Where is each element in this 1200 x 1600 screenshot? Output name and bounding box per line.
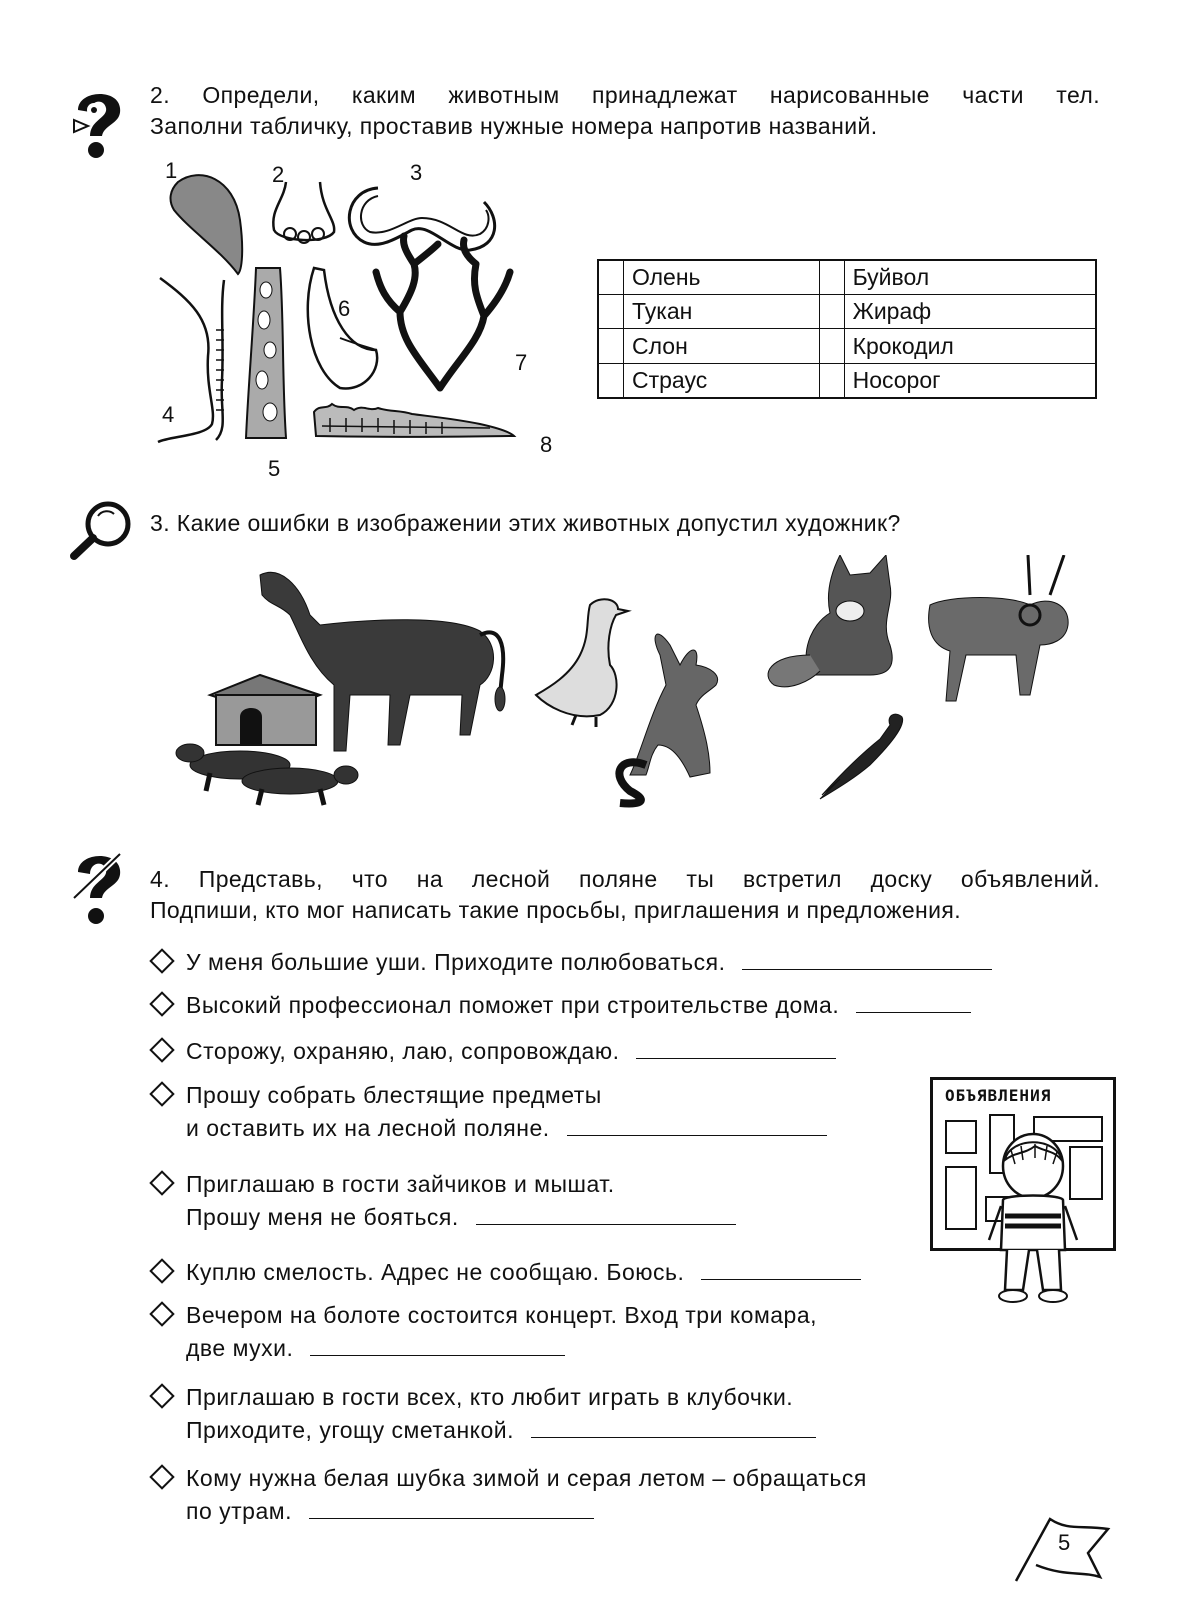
board-title: ОБЪЯВЛЕНИЯ [945,1086,1052,1105]
answer-table [597,259,1097,399]
table-row [598,295,1096,329]
list-item: Приглашаю в гости зайчиков и мышат. Прошу меня не бояться. [186,1168,906,1234]
boy-drawing [985,1130,1080,1305]
answer-line[interactable] [856,990,971,1013]
answer-line[interactable] [567,1113,827,1136]
animal-name: Страус [624,363,820,398]
diamond-bullet-icon [149,1258,174,1283]
figure-number-4: 4 [162,402,175,427]
animal-name: Тукан [624,295,820,329]
animal-name: Носорог [844,363,1096,398]
swallow-drawing [820,714,903,799]
hare-drawing [619,634,717,803]
answer-line[interactable] [309,1496,594,1519]
list-item: Прошу собрать блестящие предметы и оставить их на лесной поляне. [186,1079,906,1145]
animal-name: Слон [624,329,820,363]
cat-drawing [768,555,892,687]
list-item: Кому нужна белая шубка зимой и серая летом – обращаться по утрам. [186,1462,1046,1528]
list-item: Высокий профессионал поможет при строительстве дома. [186,989,1106,1022]
page-number: 5 [1058,1530,1071,1555]
answer-line[interactable] [701,1257,861,1280]
task4-line2: Подпиши, кто мог написать такие просьбы, приглашения и предложения. [150,897,962,923]
task3-text: 3. Какие ошибки в изображении этих животных допустил художник? [150,510,901,536]
list-item: Сторожу, охраняю, лаю, сопровождаю. [186,1035,886,1068]
figure-number-1: 1 [165,158,178,183]
body-parts-illustration [150,160,560,480]
task2-text [150,80,1100,142]
crocodile-tail-drawing [314,404,514,437]
figure-number-8: 8 [540,432,553,457]
animal-name: Жираф [844,295,1096,329]
animals-illustration [150,555,1100,835]
task2-line2: Заполни табличку, проставив нужные номера напротив названий. [150,113,878,139]
question-pen-icon [68,846,132,926]
figure-number-3: 3 [410,160,423,185]
task4-text [150,864,1100,926]
animal-name: Буйвол [844,260,1096,295]
magnifier-icon [68,500,134,562]
answer-line[interactable] [742,947,992,970]
board-notice [945,1120,977,1154]
diamond-bullet-icon [149,1170,174,1195]
diamond-bullet-icon [149,991,174,1016]
answer-cell[interactable] [598,295,624,329]
diamond-bullet-icon [149,1383,174,1408]
animal-name: Крокодил [844,329,1096,363]
task4-line1: 4. Представь, что на лесной поляне ты встретил доску объявлений. [150,866,1100,892]
answer-line[interactable] [531,1415,816,1438]
diamond-bullet-icon [149,1037,174,1062]
answer-line[interactable] [636,1036,836,1059]
answer-cell[interactable] [819,260,844,295]
table-row [598,260,1096,295]
goose-drawing [536,599,628,727]
list-item: Куплю смелость. Адрес не сообщаю. Боюсь. [186,1256,986,1289]
answer-cell[interactable] [819,295,844,329]
figure-number-7: 7 [515,350,528,375]
rhino-horn-drawing [308,268,377,388]
answer-cell[interactable] [819,329,844,363]
answer-cell[interactable] [598,329,624,363]
answer-line[interactable] [476,1202,736,1225]
list-item: Приглашаю в гости всех, кто любит играть в клубочки. Приходите, угощу сметанкой. [186,1381,1006,1447]
task2-line1: 2. Определи, каким животным принадлежат нарисованные части тел. [150,82,1100,108]
question-mark-icon [68,84,128,160]
list-item: У меня большие уши. Приходите полюбоваться. [186,946,1106,979]
diamond-bullet-icon [149,1301,174,1326]
diamond-bullet-icon [149,948,174,973]
sheep-drawing [929,555,1069,701]
table-row [598,363,1096,398]
diamond-bullet-icon [149,1081,174,1106]
list-item: Вечером на болоте состоится концерт. Вход три комара, две мухи. [186,1299,986,1365]
table-row [598,329,1096,363]
dog-drawing [176,744,358,805]
buffalo-horns-drawing [349,188,494,250]
figure-number-5: 5 [268,456,281,481]
diamond-bullet-icon [149,1464,174,1489]
board-notice [945,1166,977,1230]
figure-number-6: 6 [338,296,351,321]
deer-antlers-drawing [376,236,510,388]
answer-line[interactable] [310,1333,565,1356]
doghouse-drawing [210,675,320,745]
answer-cell[interactable] [598,260,624,295]
answer-cell[interactable] [598,363,624,398]
figure-number-2: 2 [272,162,285,187]
animal-name: Олень [624,260,820,295]
answer-cell[interactable] [819,363,844,398]
toucan-beak-drawing [171,175,243,274]
